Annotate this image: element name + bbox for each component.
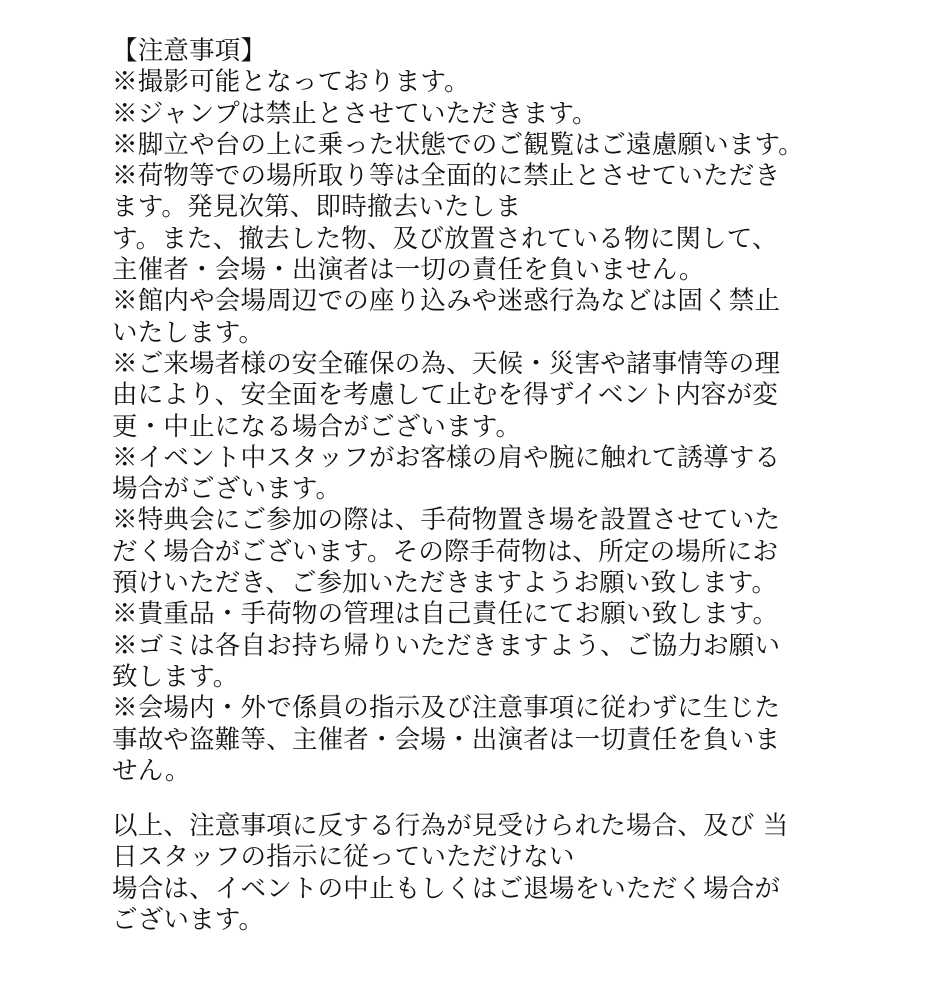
notice-line: いたします。 xyxy=(112,317,265,348)
notice-line: ※館内や会場周辺での座り込みや迷惑行為などは固く禁止 xyxy=(112,286,781,317)
notice-line: 致します。 xyxy=(112,661,239,692)
notice-line: せん。 xyxy=(112,755,191,786)
notice-line: ※脚立や台の上に乗った状態でのご観覧はご遠慮願います。 xyxy=(112,129,804,160)
notice-line: 場合がございます。 xyxy=(112,474,342,505)
notice-line: ※貴重品・手荷物の管理は自己責任にてお願い致します。 xyxy=(112,599,779,630)
notice-line: ※特典会にご参加の際は、手荷物置き場を設置させていた xyxy=(112,505,781,536)
closing-line: 日スタッフの指示に従っていただけない xyxy=(112,842,575,873)
notice-line: ※ゴミは各自お持ち帰りいただきますよう、ご協力お願い xyxy=(112,630,781,661)
closing-line: ございます。 xyxy=(112,905,265,936)
paragraph-gap xyxy=(112,787,932,811)
notice-line: ※ジャンプは禁止とさせていただきます。 xyxy=(112,98,598,129)
notice-line: ※会場内・外で係員の指示及び注意事項に従わずに生じた xyxy=(112,693,781,724)
notice-line: ※イベント中スタッフがお客様の肩や腕に触れて誘導する xyxy=(112,442,781,473)
notice-line: 主催者・会場・出演者は一切の責任を負いません。 xyxy=(112,255,705,286)
closing-line: 以上、注意事項に反する行為が見受けられた場合、及び 当 xyxy=(112,811,789,842)
notice-line: ます。発見次第、即時撤去いたしま xyxy=(112,192,522,223)
notice-line: ※撮影可能となっております。 xyxy=(112,67,470,98)
notice-line: ※ご来場者様の安全確保の為、天候・災害や諸事情等の理 xyxy=(112,348,781,379)
notice-line: 由により、安全面を考慮して止むを得ずイベント内容が変 xyxy=(112,380,778,411)
notice-line: ※荷物等での場所取り等は全面的に禁止とさせていただき xyxy=(112,161,781,192)
notice-line: 事故や盗難等、主催者・会場・出演者は一切責任を負いま xyxy=(112,724,781,755)
notice-line: 更・中止になる場合がございます。 xyxy=(112,411,522,442)
notice-line: だく場合がございます。その際手荷物は、所定の場所にお xyxy=(112,536,779,567)
notice-document xyxy=(112,36,932,936)
closing-line: 場合は、イベントの中止もしくはご退場をいただく場合が xyxy=(112,873,781,904)
notice-line: す。また、撤去した物、及び放置されている物に関して、 xyxy=(112,223,778,254)
notice-heading: 【注意事項】 xyxy=(112,36,267,66)
notice-line: 預けいただき、ご参加いただきますようお願い致します。 xyxy=(112,568,778,599)
